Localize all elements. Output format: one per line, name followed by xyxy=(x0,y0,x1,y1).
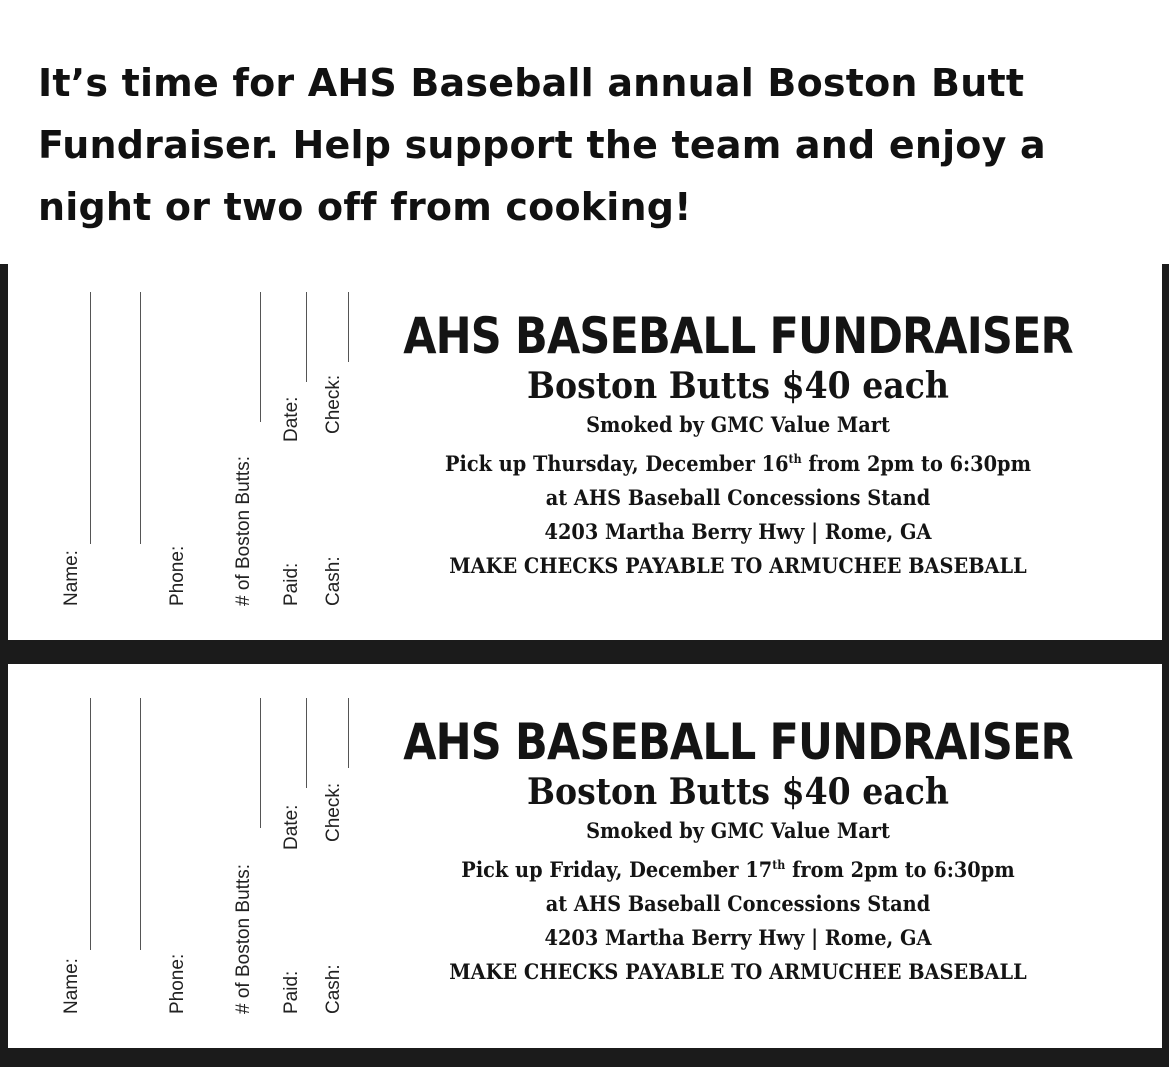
price: Boston Butts $40 each xyxy=(526,365,950,407)
name-line xyxy=(90,292,91,544)
quantity-line xyxy=(260,698,261,828)
address: 4203 Martha Berry Hwy | Rome, GA xyxy=(544,925,932,950)
pickup-ordinal: th xyxy=(788,452,802,466)
pickup-location: at AHS Baseball Concessions Stand xyxy=(545,485,931,510)
quantity-label: # of Boston Butts: xyxy=(233,456,254,606)
address: 4203 Martha Berry Hwy | Rome, GA xyxy=(544,519,932,544)
quantity-line xyxy=(260,292,261,422)
post-caption-line-2: Fundraiser. Help support the team and enjoy a xyxy=(38,123,1046,167)
date-label: Date: xyxy=(281,396,302,442)
name-line xyxy=(90,698,91,950)
check-label: Check: xyxy=(323,374,344,434)
name-label: Name: xyxy=(61,550,82,606)
ticket-details xyxy=(338,714,1138,989)
paid-label: Paid: xyxy=(281,970,302,1014)
phone-label: Phone: xyxy=(167,953,188,1014)
price: Boston Butts $40 each xyxy=(526,771,950,813)
pickup-ordinal: th xyxy=(772,858,786,872)
smoked-by: Smoked by GMC Value Mart xyxy=(586,412,890,437)
phone-line xyxy=(140,292,141,544)
name-label: Name: xyxy=(61,958,82,1014)
headline: AHS BASEBALL FUNDRAISER xyxy=(403,307,1073,365)
pickup-date: Pick up Thursday, December 16 xyxy=(444,451,789,476)
date-label: Date: xyxy=(281,804,302,850)
checks-payable: MAKE CHECKS PAYABLE TO ARMUCHEE BASEBALL xyxy=(449,553,1027,578)
fundraiser-flyer-image xyxy=(0,264,1169,1067)
ticket-friday xyxy=(8,664,1162,1048)
post-caption-line-3: night or two off from cooking! xyxy=(38,185,692,229)
pickup-date: Pick up Friday, December 17 xyxy=(461,857,773,882)
headline: AHS BASEBALL FUNDRAISER xyxy=(403,713,1073,771)
check-label: Check: xyxy=(323,782,344,842)
ticket-details xyxy=(338,308,1138,583)
cash-label: Cash: xyxy=(323,556,344,606)
checks-payable: MAKE CHECKS PAYABLE TO ARMUCHEE BASEBALL xyxy=(449,959,1027,984)
ticket-thursday xyxy=(8,264,1162,640)
cash-label: Cash: xyxy=(323,964,344,1014)
post-caption xyxy=(38,52,1138,238)
pickup-info xyxy=(370,442,1106,481)
paid-label: Paid: xyxy=(281,562,302,606)
phone-label: Phone: xyxy=(167,545,188,606)
pickup-time: from 2pm to 6:30pm xyxy=(801,451,1032,476)
date-line xyxy=(306,698,307,788)
post-caption-line-1: It’s time for AHS Baseball annual Boston Butt xyxy=(38,61,1025,105)
date-line xyxy=(306,292,307,382)
phone-line xyxy=(140,698,141,950)
smoked-by: Smoked by GMC Value Mart xyxy=(586,818,890,843)
pickup-time: from 2pm to 6:30pm xyxy=(785,857,1015,882)
pickup-location: at AHS Baseball Concessions Stand xyxy=(545,891,931,916)
quantity-label: # of Boston Butts: xyxy=(233,864,254,1014)
pickup-info xyxy=(370,848,1106,887)
